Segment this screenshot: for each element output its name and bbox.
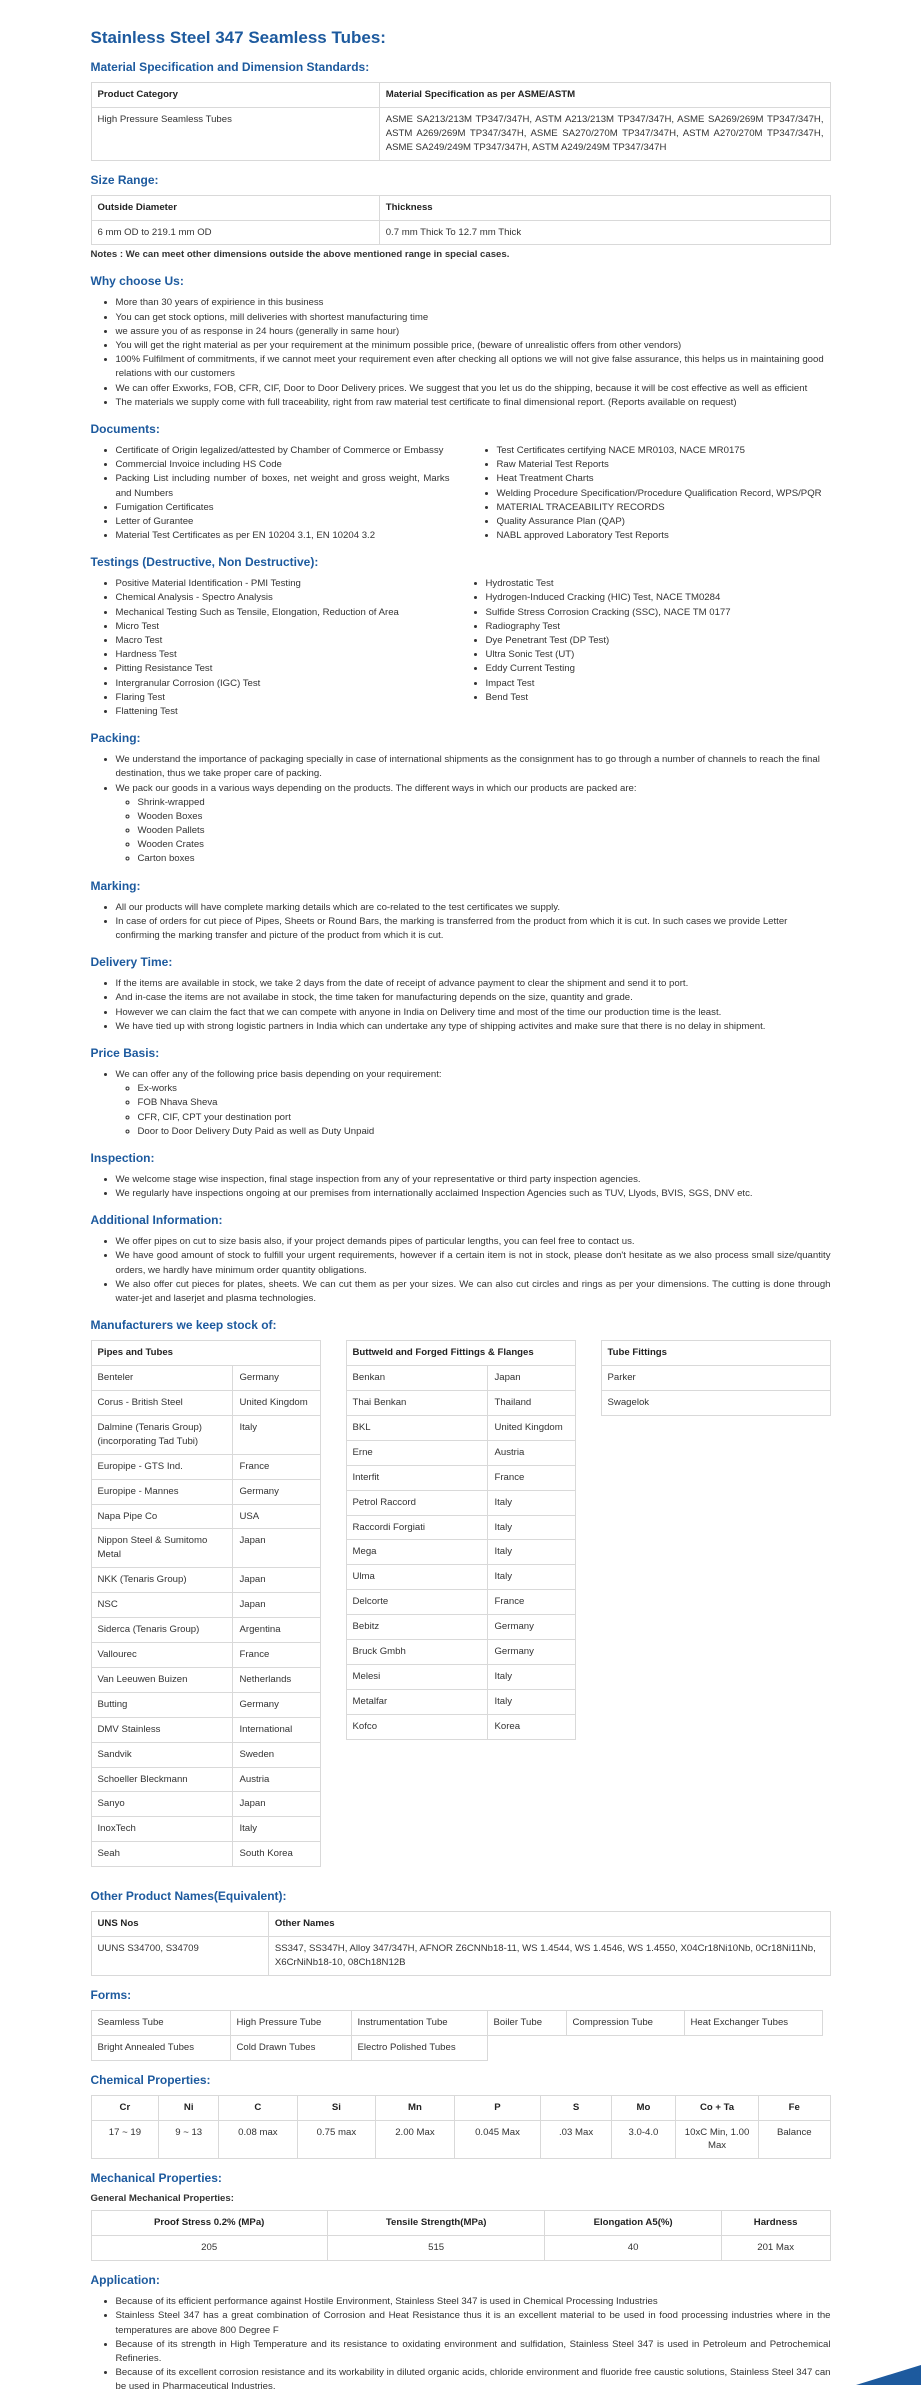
page-content	[91, 0, 831, 2395]
tube-fittings-table	[601, 1340, 831, 1416]
list-item: • We offer pipes on cut to size basis also, if your project demands pipes of particular lengths, you can feel free to contact us.	[116, 1235, 831, 1249]
table-row	[346, 1714, 575, 1739]
inspection-heading: Inspection:	[90, 1150, 155, 1165]
fittings-table	[346, 1340, 576, 1740]
table-cell: Electro Polished Tubes	[351, 2035, 487, 2060]
manufacturer-name: Raccordi Forgiati	[346, 1515, 488, 1540]
marking-section	[91, 879, 831, 944]
table-header: Mo	[611, 2095, 675, 2120]
manufacturer-country: Japan	[233, 1593, 320, 1618]
manufacturer-name: Seah	[91, 1842, 233, 1867]
manufacturer-country: Germany	[233, 1366, 320, 1391]
table-row	[91, 1454, 320, 1479]
manufacturer-country: Italy	[488, 1515, 575, 1540]
table-header: Mn	[376, 2095, 455, 2120]
pipes-table-title: Pipes and Tubes	[91, 1341, 320, 1366]
delivery-section	[91, 955, 831, 1034]
inspection-list	[91, 1173, 831, 1201]
pipes-table-body	[91, 1366, 320, 1867]
list-item: • We have good amount of stock to fulfill your urgent requirements, however if a certain item is not in stock, please don't hesitate as we also process small size/quantity orders, we hardly have minimum order quantity obligations.	[116, 1249, 831, 1277]
table-header: Ni	[159, 2095, 219, 2120]
other-names-cell-uns: UUNS S34700, S34709	[91, 1937, 268, 1976]
manufacturer-name: Napa Pipe Co	[91, 1504, 233, 1529]
manufacturer-name: NKK (Tenaris Group)	[91, 1568, 233, 1593]
table-cell: Cold Drawn Tubes	[230, 2035, 351, 2060]
manufacturer-name: Thai Benkan	[346, 1391, 488, 1416]
spec-heading: Material Specification and Dimension Standards:	[90, 60, 370, 74]
list-item: • We also offer cut pieces for plates, sheets. We can cut them as per your sizes. We can also cut circles and rings as per your dimensions. The cutting is done through water-jet and laserjet and plasma technologies.	[116, 1278, 831, 1306]
spec-cell-category: High Pressure Seamless Tubes	[91, 107, 379, 160]
list-item: • In case of orders for cut piece of Pipes, Sheets or Round Bars, the marking is transferred from the product from which it is cut. In such cases we provide Letter confirming the marking transfer and picture of the product from which it is cut.	[116, 915, 831, 943]
table-row	[91, 1618, 320, 1643]
table-row	[91, 1667, 320, 1692]
manufacturer-name: Corus - British Steel	[91, 1391, 233, 1416]
manufacturer-country: Italy	[488, 1565, 575, 1590]
manufacturer-country: South Korea	[233, 1842, 320, 1867]
list-item: • We can offer Exworks, FOB, CFR, CIF, Door to Door Delivery prices. We suggest that you let us do the shipping, because it will be cost effective as well as efficient	[116, 382, 831, 396]
table-row	[91, 1767, 320, 1792]
table-cell: Instrumentation Tube	[351, 2010, 487, 2035]
other-names-cell-names: SS347, SS347H, Alloy 347/347H, AFNOR Z6CNNb18-11, WS 1.4544, WS 1.4546, WS 1.4550, X04Cr18Ni10Nb, 0Cr18Ni11Nb, X6CrNiNb18-10, 08Ch18N12B	[268, 1937, 830, 1976]
manufacturer-country: France	[233, 1454, 320, 1479]
list-item: ◦ Shrink-wrapped	[138, 796, 831, 810]
inspection-section	[91, 1151, 831, 1201]
list-item: • Hydrogen-Induced Cracking (HIC) Test, NACE TM0284	[486, 591, 831, 605]
manufacturer-country: Japan	[233, 1568, 320, 1593]
list-item: • Micro Test	[116, 620, 461, 634]
other-names-section	[91, 1889, 831, 1976]
manufacturer-name: Erne	[346, 1440, 488, 1465]
fittings-table-body	[346, 1366, 575, 1740]
manufacturer-name: Delcorte	[346, 1590, 488, 1615]
table-cell: 2.00 Max	[376, 2120, 455, 2159]
list-item: • Quality Assurance Plan (QAP)	[497, 515, 831, 529]
chemical-heading: Chemical Properties:	[90, 2072, 211, 2087]
list-item: ◦ Wooden Pallets	[138, 824, 831, 838]
manufacturer-country: Thailand	[488, 1391, 575, 1416]
additional-section	[91, 1213, 831, 1306]
size-table	[91, 195, 831, 246]
table-row	[346, 1366, 575, 1391]
table-header: Tensile Strength(MPa)	[327, 2211, 545, 2236]
table-cell: 205	[91, 2236, 327, 2261]
list-item: • Raw Material Test Reports	[497, 458, 831, 472]
price-heading: Price Basis:	[90, 1045, 160, 1060]
table-row	[91, 1817, 320, 1842]
manufacturer-country: Netherlands	[233, 1667, 320, 1692]
table-row	[91, 1504, 320, 1529]
list-item: ◦ FOB Nhava Sheva	[138, 1096, 831, 1110]
manufacturer-country: United Kingdom	[488, 1415, 575, 1440]
list-item: • Material Test Certificates as per EN 10204 3.1, EN 10204 3.2	[116, 529, 450, 543]
fittings-table-title: Buttweld and Forged Fittings & Flanges	[346, 1341, 575, 1366]
table-row	[346, 1615, 575, 1640]
manufacturer-name: Butting	[91, 1692, 233, 1717]
list-item: • Hardness Test	[116, 648, 461, 662]
table-row	[91, 1529, 320, 1568]
packing-section	[91, 731, 831, 867]
forms-heading: Forms:	[90, 1987, 132, 2002]
list-item: • MATERIAL TRACEABILITY RECORDS	[497, 501, 831, 515]
manufacturer-country: United Kingdom	[233, 1391, 320, 1416]
manufacturer-name: Bebitz	[346, 1615, 488, 1640]
mechanical-heading: Mechanical Properties:	[90, 2171, 222, 2186]
list-item: • We have tied up with strong logistic partners in India which can undertake any type of shipping activites and make sure that there is no delay in shipment.	[116, 1020, 831, 1034]
table-cell: 0.045 Max	[454, 2120, 541, 2159]
other-names-header-names: Other Names	[268, 1912, 830, 1937]
marking-heading: Marking:	[90, 878, 141, 893]
table-cell: .03 Max	[541, 2120, 612, 2159]
list-item: • You will get the right material as per your requirement at the minimum possible price, (beware of unrealistic offers from other vendors)	[116, 339, 831, 353]
list-item: • Pitting Resistance Test	[116, 662, 461, 676]
table-row	[91, 1792, 320, 1817]
manufacturer-name: Bruck Gmbh	[346, 1640, 488, 1665]
page-title: Stainless Steel 347 Seamless Tubes:	[90, 28, 386, 47]
manufacturer-name: Benteler	[91, 1366, 233, 1391]
application-list	[91, 2295, 831, 2394]
manufacturer-name: Ulma	[346, 1565, 488, 1590]
list-item: • Fumigation Certificates	[116, 501, 450, 515]
table-row	[91, 1717, 320, 1742]
table-cell: 17 ~ 19	[91, 2120, 159, 2159]
manufacturer-name: Petrol Raccord	[346, 1490, 488, 1515]
manufacturer-country: Italy	[488, 1490, 575, 1515]
list-item: • Because of its strength in High Temperature and its resistance to oxidating environment and sulfidation, Stainless Steel 347 is used in Petroleum and Petrochemical Refineries.	[116, 2338, 831, 2366]
testing-heading: Testings (Destructive, Non Destructive):	[90, 555, 319, 570]
table-row	[346, 1415, 575, 1440]
manufacturers-heading: Manufacturers we keep stock of:	[90, 1318, 277, 1333]
spec-cell-material: ASME SA213/213M TP347/347H, ASTM A213/213M TP347/347H, ASME SA269/269M TP347/347H, ASTM A269/269M TP347/347H, ASME SA270/270M TP347/347H, ASTM A270/270M TP347/347H, ASME SA249/249M TP347/347H, ASTM A249/249M TP347/347H	[379, 107, 830, 160]
table-cell: 0.75 max	[297, 2120, 376, 2159]
table-header: Si	[297, 2095, 376, 2120]
size-heading: Size Range:	[90, 172, 159, 187]
list-item: • All our products will have complete marking details which are co-related to the test certificates we supply.	[116, 901, 831, 915]
manufacturer-name: Schoeller Bleckmann	[91, 1767, 233, 1792]
other-names-heading: Other Product Names(Equivalent):	[90, 1889, 287, 1904]
table-row	[346, 1565, 575, 1590]
manufacturer-country: France	[488, 1590, 575, 1615]
forms-section	[91, 1988, 831, 2061]
list-item: • The materials we supply come with full traceability, right from raw material test certificate to final dimensional report. (Reports available on request)	[116, 396, 831, 410]
list-item: • Heat Treatment Charts	[497, 472, 831, 486]
table-row	[91, 1391, 320, 1416]
table-header: Elongation A5(%)	[545, 2211, 721, 2236]
table-row	[91, 1692, 320, 1717]
table-row	[346, 1689, 575, 1714]
spec-header-material: Material Specification as per ASME/ASTM	[379, 83, 830, 108]
manufacturer-country: Japan	[488, 1366, 575, 1391]
manufacturer-name: InoxTech	[91, 1817, 233, 1842]
marking-list	[91, 901, 831, 944]
list-item: ◦ Wooden Boxes	[138, 810, 831, 824]
table-cell: 0.08 max	[219, 2120, 298, 2159]
manufacturer-country: Argentina	[233, 1618, 320, 1643]
manufacturer-country: International	[233, 1717, 320, 1742]
manufacturer-name: Interfit	[346, 1465, 488, 1490]
size-section	[91, 173, 831, 261]
list-item: • Eddy Current Testing	[486, 662, 831, 676]
size-header-od: Outside Diameter	[91, 195, 379, 220]
list-item: ◦ Carton boxes	[138, 852, 831, 866]
manufacturer-country: Germany	[233, 1692, 320, 1717]
spec-section	[91, 60, 831, 161]
list-item: • Chemical Analysis - Spectro Analysis	[116, 591, 461, 605]
list-item: • Commercial Invoice including HS Code	[116, 458, 450, 472]
list-item: • If the items are available in stock, we take 2 days from the date of receipt of advance payment to clear the shipment and send it to port.	[116, 977, 831, 991]
documents-section	[91, 422, 831, 543]
table-header: S	[541, 2095, 612, 2120]
size-header-thickness: Thickness	[379, 195, 830, 220]
list-item: • You can get stock options, mill deliveries with shortest manufacturing time	[116, 311, 831, 325]
list-item: • Dye Penetrant Test (DP Test)	[486, 634, 831, 648]
manufacturer-name: Mega	[346, 1540, 488, 1565]
table-row	[346, 1590, 575, 1615]
list-item: • Flaring Test	[116, 691, 461, 705]
table-cell: High Pressure Tube	[230, 2010, 351, 2035]
list-item: • Radiography Test	[486, 620, 831, 634]
spec-header-category: Product Category	[91, 83, 379, 108]
list-item: • Packing List including number of boxes, net weight and gross weight, Marks and Numbers	[116, 472, 450, 500]
table-header: Proof Stress 0.2% (MPa)	[91, 2211, 327, 2236]
list-item: • Because of its excellent corrosion resistance and its workability in diluted organic acids, chloride environment and fluoride free caustic solutions, Stainless Steel 347 can be used in Pharmaceutical Industries.	[116, 2366, 831, 2394]
table-cell: 9 ~ 13	[159, 2120, 219, 2159]
list-item: • Hydrostatic Test	[486, 577, 831, 591]
list-item: • Letter of Gurantee	[116, 515, 450, 529]
list-item: • Because of its efficient performance against Hostile Environment, Stainless Steel 347 is used in Chemical Processing Industries	[116, 2295, 831, 2309]
documents-left-list	[91, 444, 472, 543]
table-cell: Heat Exchanger Tubes	[684, 2010, 822, 2035]
table-header: Co + Ta	[676, 2095, 759, 2120]
manufacturer-country: Korea	[488, 1714, 575, 1739]
tube-fittings-table-title: Tube Fittings	[601, 1341, 830, 1366]
additional-heading: Additional Information:	[90, 1213, 223, 1228]
manufacturer-country: Japan	[233, 1529, 320, 1568]
table-row	[346, 1664, 575, 1689]
table-row	[91, 1593, 320, 1618]
table-cell: 3.0-4.0	[611, 2120, 675, 2159]
chemical-section	[91, 2073, 831, 2160]
manufacturer-name: Sandvik	[91, 1742, 233, 1767]
manufacturer-name: Metalfar	[346, 1689, 488, 1714]
mechanical-table	[91, 2210, 831, 2261]
table-cell: 201 Max	[721, 2236, 830, 2261]
table-header: Hardness	[721, 2211, 830, 2236]
delivery-list	[91, 977, 831, 1034]
manufacturer-name: Europipe - Mannes	[91, 1479, 233, 1504]
table-cell: Compression Tube	[566, 2010, 684, 2035]
manufacturer-country: France	[233, 1642, 320, 1667]
table-row	[91, 1366, 320, 1391]
list-item: • Mechanical Testing Such as Tensile, Elongation, Reduction of Area	[116, 606, 461, 620]
list-item: • NABL approved Laboratory Test Reports	[497, 529, 831, 543]
size-note: Notes : We can meet other dimensions outside the above mentioned range in special cases.	[90, 249, 510, 261]
table-header: C	[219, 2095, 298, 2120]
testing-right-list	[461, 577, 831, 719]
list-item: • And in-case the items are not availabe in stock, the time taken for manufacturing depends on the size, quantity and grade.	[116, 991, 831, 1005]
table-cell: Balance	[759, 2120, 830, 2159]
size-cell-thickness: 0.7 mm Thick To 12.7 mm Thick	[379, 220, 830, 245]
list-item: ◦ Wooden Crates	[138, 838, 831, 852]
why-list	[91, 296, 831, 410]
table-row	[91, 1568, 320, 1593]
list-item: • We understand the importance of packaging specially in case of international shipments as the consignment has to go through a number of channels to reach the final destination, thus we take proper care of packing.	[116, 753, 831, 781]
manufacturer-name: Van Leeuwen Buizen	[91, 1667, 233, 1692]
list-item: • we assure you of as response in 24 hours (generally in same hour)	[116, 325, 831, 339]
manufacturer-country: Germany	[233, 1479, 320, 1504]
additional-list	[91, 1235, 831, 1306]
table-cell: Bright Annealed Tubes	[91, 2035, 230, 2060]
table-row	[346, 1640, 575, 1665]
packing-heading: Packing:	[90, 731, 141, 746]
why-section	[91, 274, 831, 410]
list-item: • Sulfide Stress Corrosion Cracking (SSC), NACE TM 0177	[486, 606, 831, 620]
manufacturer-country: Japan	[233, 1792, 320, 1817]
list-item: • Bend Test	[486, 691, 831, 705]
manufacturer-name: BKL	[346, 1415, 488, 1440]
manufacturer-country: Germany	[488, 1615, 575, 1640]
list-item: • We regularly have inspections ongoing at our premises from internationally acclaimed Inspection Agencies such as TUV, Llyods, BVIS, SGS, DNV etc.	[116, 1187, 831, 1201]
table-header: P	[454, 2095, 541, 2120]
manufacturer-country: Italy	[233, 1415, 320, 1454]
manufacturer-country: Italy	[488, 1664, 575, 1689]
testing-section	[91, 555, 831, 719]
table-row	[346, 1540, 575, 1565]
list-item: • Certificate of Origin legalized/attested by Chamber of Commerce or Embassy	[116, 444, 450, 458]
manufacturer-name: DMV Stainless	[91, 1717, 233, 1742]
spec-table	[91, 82, 831, 161]
table-row	[91, 1742, 320, 1767]
list-item: • Stainless Steel 347 has a great combination of Corrosion and Heat Resistance thus it is an excellent material to be used in food processing industries where in the temperatures are above 800 Degree F	[116, 2309, 831, 2337]
list-item: • Positive Material Identification - PMI Testing	[116, 577, 461, 591]
list-item: • Welding Procedure Specification/Procedure Qualification Record, WPS/PQR	[497, 487, 831, 501]
why-heading: Why choose Us:	[90, 274, 184, 289]
manufacturer-name: Europipe - GTS Ind.	[91, 1454, 233, 1479]
manufacturer-name: Benkan	[346, 1366, 488, 1391]
list-item: • Flattening Test	[116, 705, 461, 719]
mechanical-subheading: General Mechanical Properties:	[90, 2193, 234, 2205]
size-cell-od: 6 mm OD to 219.1 mm OD	[91, 220, 379, 245]
table-cell: 10xC Min, 1.00 Max	[676, 2120, 759, 2159]
price-section	[91, 1046, 831, 1139]
table-cell: Seamless Tube	[91, 2010, 230, 2035]
table-row	[91, 1415, 320, 1454]
list-item: • Ultra Sonic Test (UT)	[486, 648, 831, 662]
delivery-heading: Delivery Time:	[90, 955, 173, 970]
price-list	[91, 1068, 831, 1139]
forms-table	[91, 2010, 823, 2061]
table-row	[91, 1642, 320, 1667]
table-header: Cr	[91, 2095, 159, 2120]
packing-list	[91, 753, 831, 867]
manufacturer-country: USA	[233, 1504, 320, 1529]
manufacturer-country: Austria	[233, 1767, 320, 1792]
table-row	[91, 1842, 320, 1867]
table-cell: 40	[545, 2236, 721, 2261]
documents-right-list	[472, 444, 831, 543]
list-item: • However we can claim the fact that we can compete with anyone in India on Delivery time and most of the time our production time is the least.	[116, 1006, 831, 1020]
list-item: • Test Certificates certifying NACE MR0103, NACE MR0175	[497, 444, 831, 458]
table-cell: Boiler Tube	[487, 2010, 566, 2035]
list-item: • More than 30 years of expirience in this business	[116, 296, 831, 310]
other-names-header-uns: UNS Nos	[91, 1912, 268, 1937]
other-names-table	[91, 1911, 831, 1976]
table-header: Fe	[759, 2095, 830, 2120]
manufacturer-country: France	[488, 1465, 575, 1490]
pipes-table	[91, 1340, 321, 1867]
documents-heading: Documents:	[90, 421, 160, 436]
testing-left-list	[91, 577, 461, 719]
manufacturer-name: Nippon Steel & Sumitomo Metal	[91, 1529, 233, 1568]
table-row	[346, 1391, 575, 1416]
manufacturer-name: NSC	[91, 1593, 233, 1618]
manufacturer-country: Italy	[233, 1817, 320, 1842]
packing-sub-list	[116, 796, 831, 867]
list-item	[116, 1068, 831, 1139]
manufacturer-name: Sanyo	[91, 1792, 233, 1817]
manufacturer-name: Melesi	[346, 1664, 488, 1689]
list-item-text: We can offer any of the following price basis depending on your requirement:	[115, 1068, 442, 1080]
mechanical-section	[91, 2171, 831, 2261]
manufacturer-country: Germany	[488, 1640, 575, 1665]
list-item: ◦ Ex-works	[138, 1082, 831, 1096]
manufacturer-name: Kofco	[346, 1714, 488, 1739]
table-cell: Parker	[601, 1366, 830, 1391]
application-section	[91, 2273, 831, 2394]
chemical-table	[91, 2095, 831, 2160]
list-item: • Intergranular Corrosion (IGC) Test	[116, 677, 461, 691]
manufacturer-name: Vallourec	[91, 1642, 233, 1667]
table-row	[346, 1440, 575, 1465]
table-cell: Swagelok	[601, 1391, 830, 1416]
manufacturer-country: Sweden	[233, 1742, 320, 1767]
list-item: • We welcome stage wise inspection, final stage inspection from any of your representative or third party inspection agencies.	[116, 1173, 831, 1187]
list-item: • 100% Fulfilment of commitments, if we cannot meet your requirement even after checking all options we will not give false assurance, this helps us in maintaining good relations with our customers	[116, 353, 831, 381]
manufacturer-name: Siderca (Tenaris Group)	[91, 1618, 233, 1643]
table-cell: 515	[327, 2236, 545, 2261]
table-row	[346, 1465, 575, 1490]
list-item	[116, 782, 831, 867]
list-item-text: We pack our goods in a various ways depending on the products. The different ways in which our products are packed are:	[115, 782, 637, 794]
manufacturer-country: Austria	[488, 1440, 575, 1465]
manufacturer-name: Dalmine (Tenaris Group) (incorporating Tad Tubi)	[91, 1415, 233, 1454]
table-row	[346, 1490, 575, 1515]
table-row	[346, 1515, 575, 1540]
manufacturer-country: Italy	[488, 1689, 575, 1714]
application-heading: Application:	[90, 2273, 160, 2288]
manufacturer-country: Italy	[488, 1540, 575, 1565]
list-item: • Impact Test	[486, 677, 831, 691]
list-item: ◦ Door to Door Delivery Duty Paid as well as Duty Unpaid	[138, 1125, 831, 1139]
table-row	[91, 1479, 320, 1504]
list-item: ◦ CFR, CIF, CPT your destination port	[138, 1111, 831, 1125]
price-sub-list	[116, 1082, 831, 1139]
list-item: • Macro Test	[116, 634, 461, 648]
manufacturers-section	[91, 1318, 831, 1867]
scroll-to-top-tab[interactable]	[856, 2365, 921, 2385]
